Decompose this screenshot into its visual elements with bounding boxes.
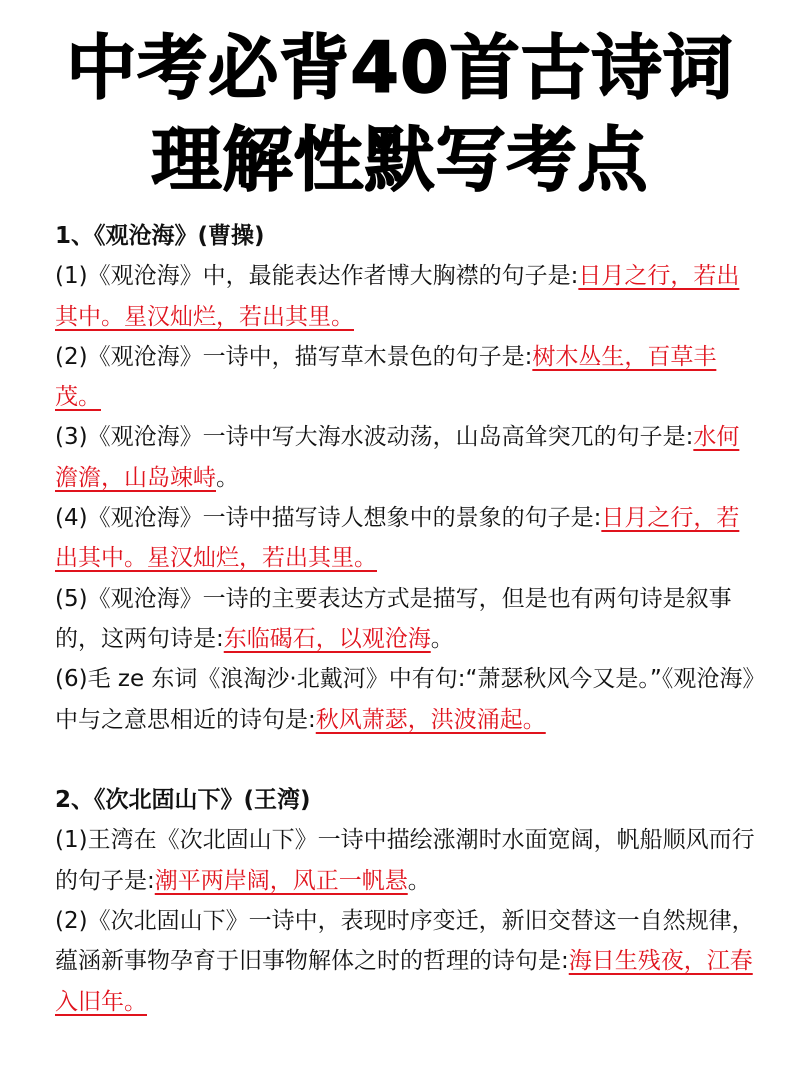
answer-suffix: 。 (430, 625, 454, 652)
section-guan-cang-hai (55, 216, 755, 740)
content-body (55, 216, 755, 1022)
question-item (55, 498, 755, 579)
question-text: (3)《观沧海》一诗中写大海水波动荡，山岛高耸突兀的句子是: (55, 424, 694, 451)
question-text: (2)《观沧海》一诗中，描写草木景色的句子是: (55, 343, 533, 370)
question-item (55, 901, 755, 1022)
title-line-2: 理解性默写考点 (151, 119, 649, 201)
answer-text: 潮平两岸阔，风正一帆悬 (154, 867, 408, 894)
question-text: (6)毛 ze 东词《浪淘沙·北戴河》中有句:“萧瑟秋风今又是。”《观沧海》中与之意思相近的诗句是: (55, 666, 754, 733)
question-text: (1)王湾在《次北固山下》一诗中描绘涨潮时水面宽阔，帆船顺风而行的句子是: (55, 827, 755, 894)
section-heading: 2、《次北固山下》(王湾) (55, 787, 311, 814)
answer-text: 树木丛生，百草丰茂。 (55, 343, 717, 411)
answer-suffix: 。 (407, 867, 431, 894)
question-item (55, 820, 755, 901)
section-heading: 1、《观沧海》(曹操) (55, 223, 265, 249)
question-text: (1)《观沧海》中，最能表达作者博大胸襟的句子是: (55, 263, 579, 290)
answer-text: 秋风萧瑟，洪波涌起。 (315, 706, 546, 733)
answer-suffix: 。 (216, 464, 239, 491)
section-ci-bei-gu-shan-xia (55, 780, 755, 1022)
question-item (55, 337, 755, 418)
question-item (55, 659, 755, 740)
question-text: (2)《次北固山下》一诗中，表现时序变迁，新旧交替这一自然规律，蕴涵新事物孕育于旧事物解体之时的哲理的诗句是: (55, 908, 755, 975)
question-text: (5)《观沧海》一诗的主要表达方式是描写，但是也有两句诗是叙事的，这两句诗是: (55, 585, 732, 652)
question-item (55, 256, 755, 337)
question-item (55, 417, 755, 498)
answer-text: 水何澹澹，山岛竦峙 (55, 424, 740, 491)
answer-text: 日月之行，若出其中。星汉灿烂，若出其里。 (55, 505, 740, 572)
page-title (0, 22, 800, 206)
question-text: (4)《观沧海》一诗中描写诗人想象中的景象的句子是: (55, 505, 602, 532)
title-line-1: 中考必背40首古诗词 (66, 27, 734, 109)
section-spacer (55, 740, 755, 780)
answer-text: 东临碣石，以观沧海 (223, 625, 431, 652)
answer-text: 日月之行，若出其中。星汉灿烂，若出其里。 (55, 263, 740, 330)
answer-text: 海日生残夜，江春入旧年。 (55, 948, 753, 1015)
question-item (55, 579, 755, 660)
